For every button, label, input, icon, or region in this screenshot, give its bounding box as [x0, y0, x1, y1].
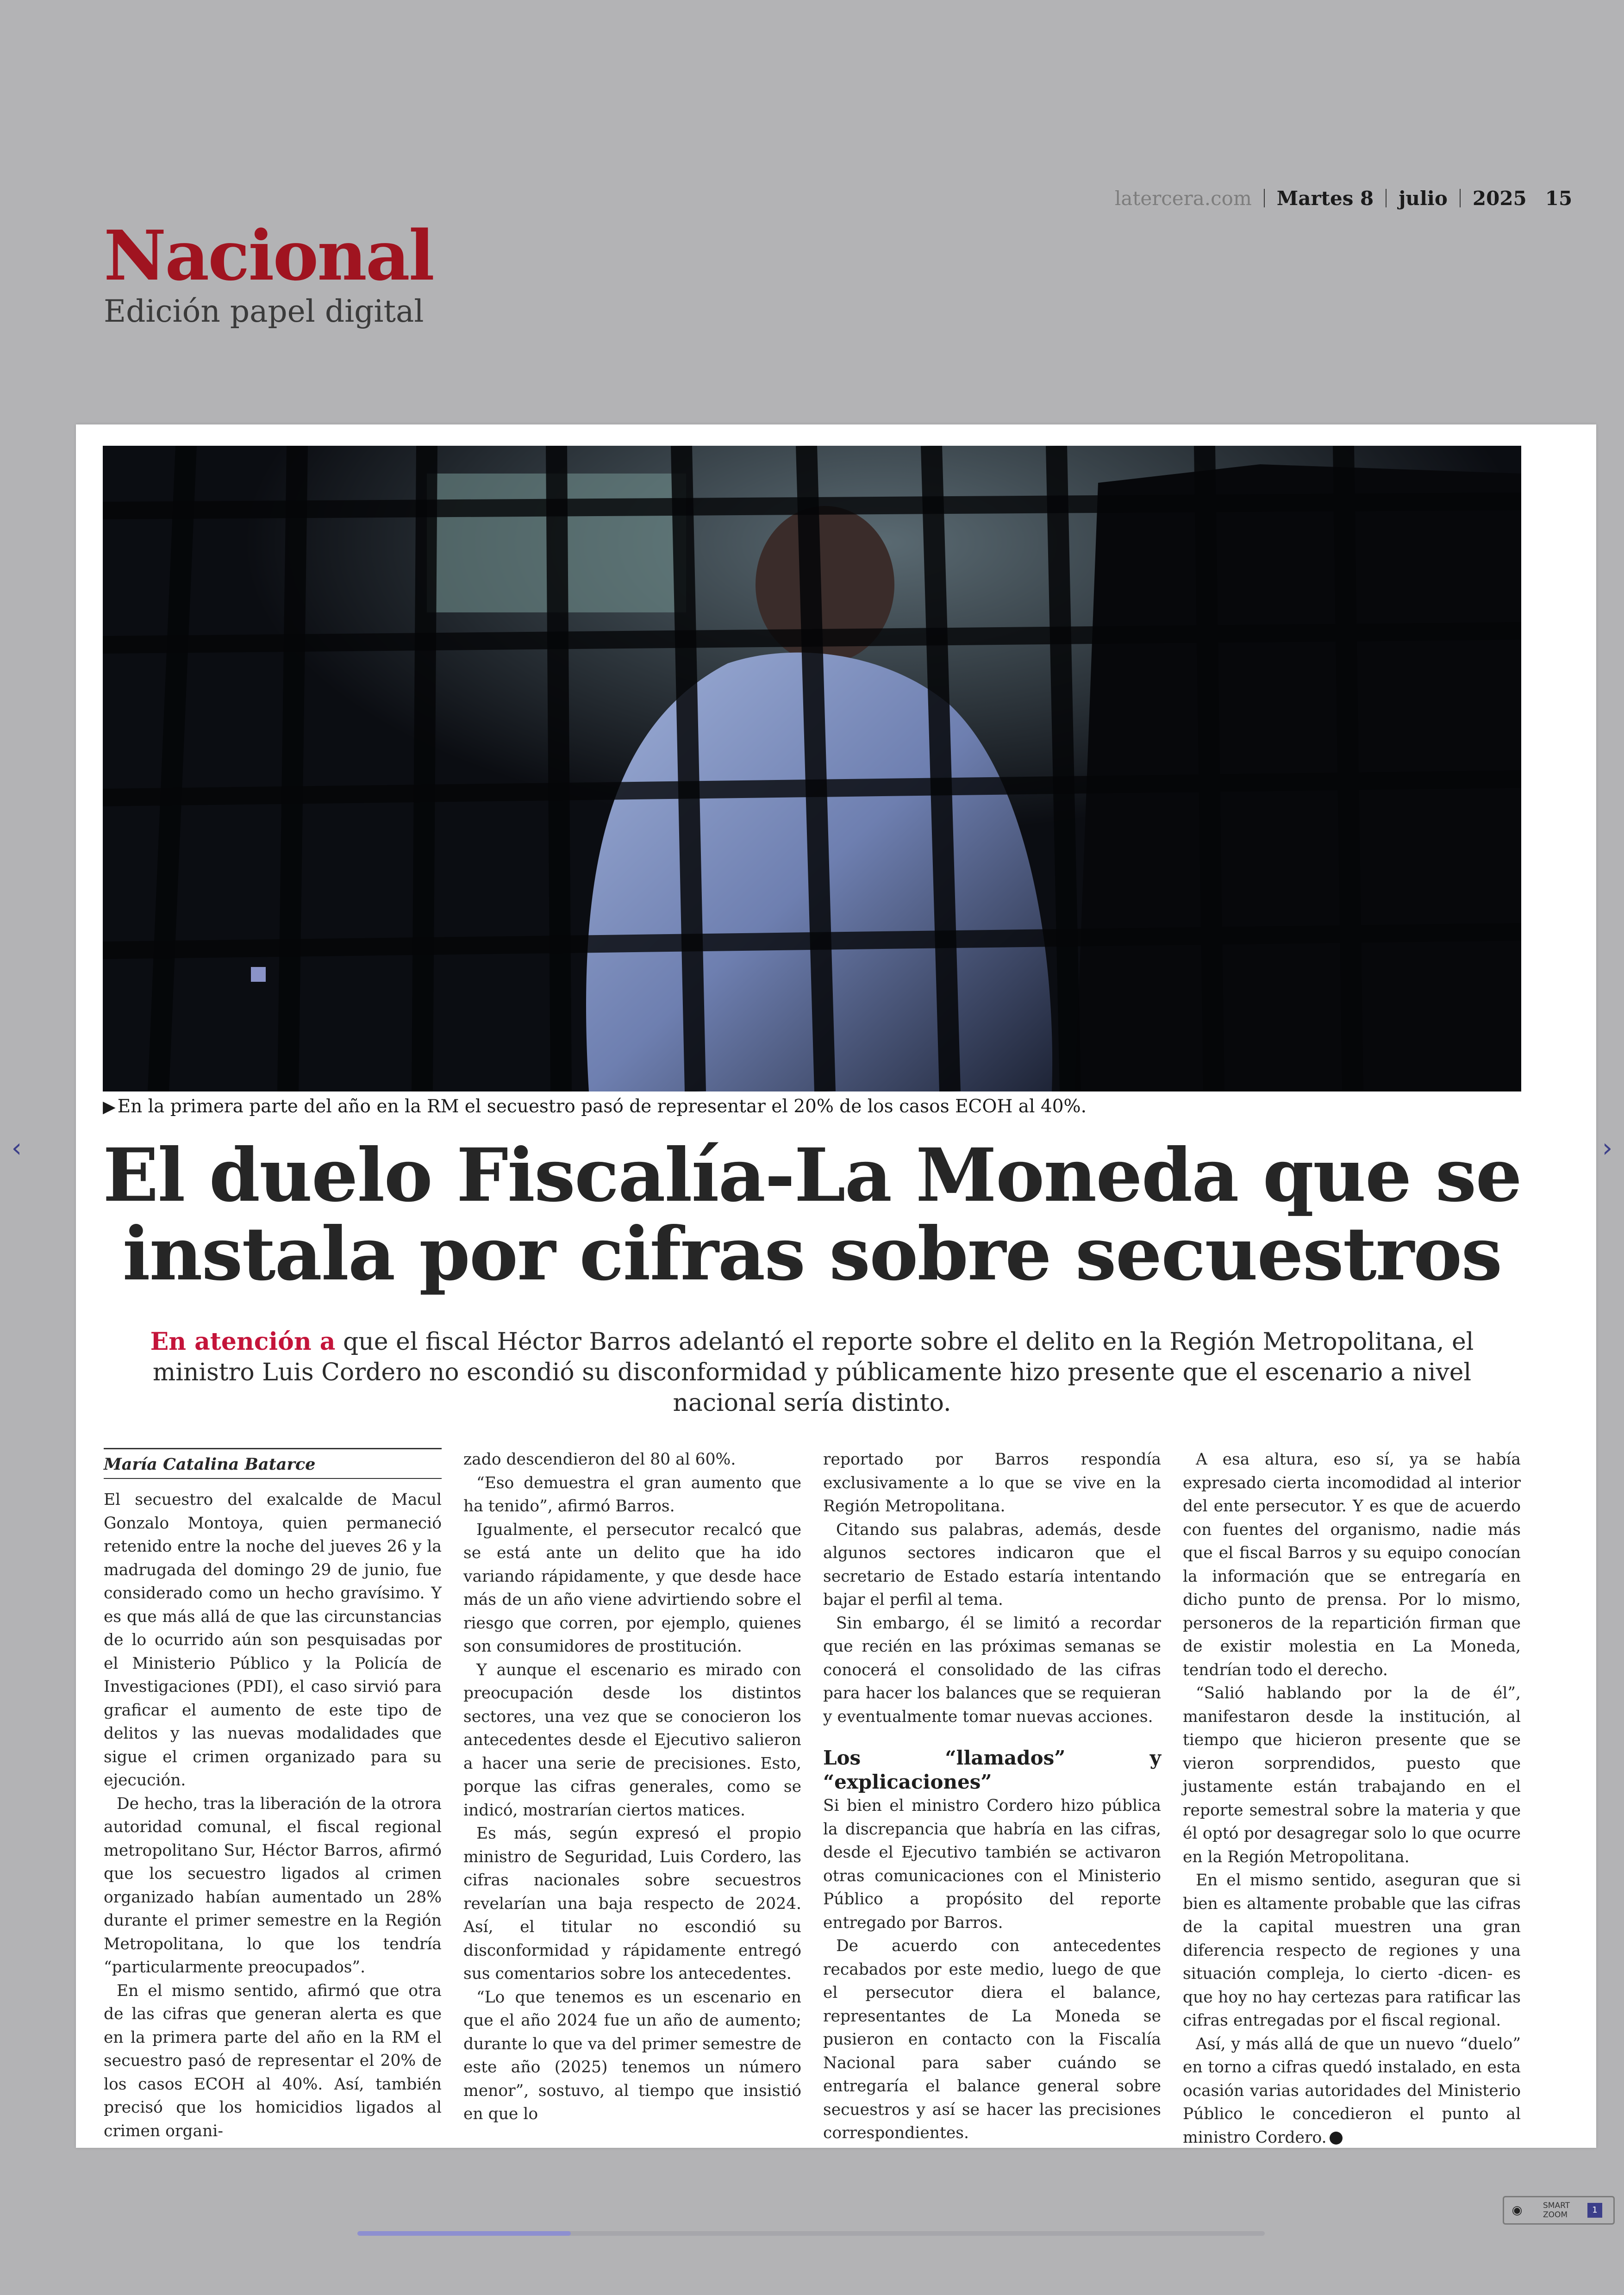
caption-text: En la primera parte del año en la RM el secuestro pasó de representar el 20% de los casos ECOH al 40%. [117, 1096, 1087, 1117]
paragraph: Sin embargo, él se limitó a recordar que recién en las próximas semanas se conocerá el consolidado de las cifras para hacer los balances que se requieran y eventualmente tomar nuevas acciones. [823, 1614, 1161, 1726]
paragraph: Es más, según expresó el propio ministro de Seguridad, Luis Cordero, las cifras nacionales sobre secuestros revelarían una baja respecto de 2024. Así, el titular no escondió su disconformidad y rápidamente entregó sus comentarios sobre los antecedentes. [463, 1824, 801, 1983]
date-month: julio [1399, 187, 1448, 210]
headline-line: instala por cifras sobre secuestros [122, 1211, 1502, 1297]
headline-line: El duelo Fiscalía-La Moneda que se [103, 1133, 1521, 1218]
byline: María Catalina Batarce [104, 1448, 442, 1479]
deck-text: que el fiscal Héctor Barros adelantó el reporte sobre el delito en la Región Metropolitana, el ministro Luis Cordero no escondió su disconformidad y públicamente hizo presente que el escenario a nivel nacional sería distinto. [152, 1328, 1474, 1417]
masthead-date-bar [1115, 184, 1572, 212]
paragraph: “Lo que tenemos es un escenario en que el año 2024 fue un año de aumento; durante lo que va del primer semestre de este año (2025) tenemos un número menor”, sostuvo, al tiempo que insistió en que lo [463, 1988, 801, 2123]
article-column-2 [463, 1448, 801, 2126]
paragraph: zado descendieron del 80 al 60%. [463, 1450, 736, 1469]
divider [1460, 189, 1461, 207]
paragraph: De acuerdo con antecedentes recabados por este medio, luego de que el persecutor diera el balance, representantes de La Moneda se pusieron en contacto con la Fiscalía Nacional para saber cuándo se entregaría el balance general sobre secuestros y así se hacer las precisiones correspondientes. [823, 1937, 1161, 2142]
paragraph: El secuestro del exalcalde de Macul Gonzalo Montoya, quien permaneció retenido entre la noche del jueves 26 y la madrugada del domingo 29 de junio, fue considerado como un hecho gravísimo. Y es que más allá de que las circunstancias de lo ocurrido aún son pesquisadas por el Ministerio Público y la Policía de Investigaciones (PDI), el caso sirvió para graficar el aumento de este tipo de delitos y las nuevas modalidades que sigue el crimen organizado para su ejecución. [104, 1491, 442, 1790]
article-photo[interactable] [103, 446, 1521, 1091]
paragraph: En el mismo sentido, aseguran que si bien es altamente probable que las cifras de la capital muestren una gran diferencia respecto de regiones y una situación compleja, lo cierto -dicen- es que hoy no hay certezas para ratificar las cifras entregadas por el fiscal regional. [1183, 1871, 1521, 2030]
divider [1264, 189, 1265, 207]
subheading: Los “llamados” y “explicaciones” [823, 1746, 1161, 1793]
section-title: Nacional [104, 215, 433, 296]
paragraph: Si bien el ministro Cordero hizo pública la discrepancia que habría en las cifras, desde el Ejecutivo también se activaron otras comunicaciones con el Ministerio Público a propósito del reporte entregado por Barros. [823, 1796, 1161, 1932]
date-day: Martes 8 [1276, 187, 1374, 210]
paragraph: “Salió hablando por la de él”, manifestaron desde la institución, al tiempo que hicieron presente que se vieron sorprendidos, puesto que justamente están trabajando en el reporte semestral sobre la materia y que él optó por desagregar solo lo que ocurre en la Región Metropolitana. [1183, 1684, 1521, 1866]
end-mark-icon [1330, 2132, 1343, 2145]
divider [1386, 189, 1387, 207]
article-column-3 [823, 1448, 1161, 2145]
page-number: 15 [1545, 187, 1573, 210]
headline [103, 1133, 1521, 1297]
smart-zoom-label-line: SMART [1543, 2201, 1570, 2210]
smart-zoom-label [1543, 2201, 1585, 2220]
paragraph: Y aunque el escenario es mirado con preocupación desde los distintos sectores, una vez que se conocieron los antecedentes desde el Ejecutivo salieron a hacer una serie de precisiones. Esto, porque las cifras generales, como se indicó, mostrarían ciertos matices. [463, 1660, 801, 1820]
chevron-right-icon[interactable]: › [1602, 1133, 1613, 1163]
paragraph: Citando sus palabras, además, desde algunos sectores indicaron que el secretario de Estado estaría intentando bajar el perfil al tema. [823, 1520, 1161, 1609]
paragraph: Igualmente, el persecutor recalcó que se está ante un delito que ha ido variando rápidamente, y que desde hace más de un año viene advirtiendo sobre el riesgo que corren, por ejemplo, quienes son consumidores de prostitución. [463, 1520, 801, 1656]
article-column-1 [104, 1448, 442, 2143]
date-year: 2025 [1472, 187, 1527, 210]
article-deck [134, 1327, 1490, 1418]
site-name[interactable]: latercera.com [1115, 187, 1252, 210]
paragraph: De hecho, tras la liberación de la otrora autoridad comunal, el fiscal regional metropolitano Sur, Héctor Barros, afirmó que los secuestro ligados al crimen organizado habían aumentado un 28% durante el primer semestre en la Región Metropolitana, lo que los tendría “particularmente preocupados”. [104, 1794, 442, 1977]
smart-zoom-button[interactable] [1503, 2196, 1615, 2225]
page-progress-fill [357, 2231, 571, 2236]
photo-caption [103, 1096, 1521, 1117]
paragraph: A esa altura, eso sí, ya se había expresado cierta incomodidad al interior del ente persecutor. Y es que de acuerdo con fuentes del organismo, nadie más que el fiscal Barros y su equipo conocían la información que se entregaría en dicho punto de prensa. Por lo mismo, personeros de la repartición firman que de existir molestia en La Moneda, tendrían todo el derecho. [1183, 1450, 1521, 1679]
paragraph: Así, y más allá de que un nuevo “duelo” en torno a cifras quedó instalado, en esta ocasión varias autoridades del Ministerio Público le concedieron el punto al ministro Cordero. [1183, 2034, 1521, 2147]
paragraph: En el mismo sentido, afirmó que otra de las cifras que generan alerta es que en la primera parte del año en la RM el secuestro pasó de representar el 20% de los casos ECOH al 40%. Así, también precisó que los homicidios ligados al crimen organi- [104, 1981, 442, 2140]
caption-arrow-icon: ▶ [103, 1098, 116, 1116]
article-column-4 [1183, 1448, 1521, 2149]
smart-zoom-label-line: ZOOM [1543, 2210, 1568, 2220]
eye-icon: ◉ [1512, 2203, 1523, 2217]
deck-lead: En atención a [150, 1328, 336, 1356]
smart-zoom-badge: 1 [1587, 2203, 1602, 2218]
paragraph: reportado por Barros respondía exclusivamente a lo que se vive en la Región Metropolitana. [823, 1450, 1161, 1515]
photo-illustration [103, 446, 1521, 1091]
edition-subtitle: Edición papel digital [104, 293, 424, 329]
paragraph: “Eso demuestra el gran aumento que ha tenido”, afirmó Barros. [463, 1473, 801, 1515]
chevron-left-icon[interactable]: ‹ [11, 1133, 22, 1163]
